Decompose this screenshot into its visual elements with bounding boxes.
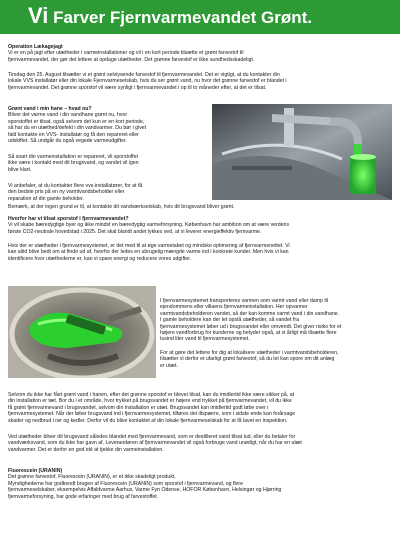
- text-line: identificere hvor utæthederne er, kan vi spare energi og reducere vores udgifter.: [8, 255, 192, 262]
- text-line: den bedste pris på en ny varmtvandsbeholder eller: [8, 189, 125, 196]
- green-pipe-leak-photo: [8, 286, 156, 378]
- text-line: er utæt.: [160, 362, 178, 369]
- text-line: Bliver det varme vand i din vandhane grønt nu, hvor: [8, 112, 128, 119]
- text-line: din installation er tæt. Bor du i et område, hvor trykket på brugsvandet er højere end trykket på fjernvarmevandet, vil du ikke: [8, 398, 292, 405]
- section-easier: [160, 350, 396, 369]
- section-operation: [8, 44, 398, 63]
- text-line: Vi anbefaler, at du kontakter flere vvs-installatører, for at få: [8, 183, 143, 189]
- section-leak: [8, 243, 398, 262]
- title-prefix: Vi: [28, 3, 49, 28]
- note-line: Bemærk, at der ingen grund er til, at kontakte dit vandværkselskab, hvis dit brugsvand bliver grønt.: [8, 204, 235, 210]
- text-line: ejendommens eller villaens fjernvarmeinstallation. Her opvarmer: [160, 304, 308, 311]
- section-transport: [160, 298, 396, 343]
- text-line: Vi er en på jagt efter utætheder i varmeinstallationer og vil i en kort periode tilsætte et grønt farvestof til: [8, 50, 244, 57]
- section-heading: Fluorescein (URANIN): [8, 468, 63, 474]
- section-heading: Operation Lækagejagt: [8, 44, 63, 50]
- section-heading: Hvorfor har vi tilsat sporstof i fjernvarmevandet?: [8, 216, 129, 222]
- text-line: ikke være i kontakt med dit brugsvand, og vandet vil igen: [8, 160, 139, 167]
- text-line: fjernvarmesystemet løber ud i brugsvandet eller omvendt. Det giver risiko for et: [160, 323, 342, 330]
- text-line: fjernvarmevandet, der gør det lettere at opdage utætheder. Det grønne farvestof er ikke sundhedsskadeligt.: [8, 56, 255, 63]
- section-green-water: [8, 106, 218, 144]
- text-line: fjernvarmeselskaber, eksempelvis Affaldvarme Aarhus, Varme Fyn Odense, HOFOR København, Helsingør og Hjørring: [8, 487, 282, 494]
- section-once: [8, 392, 398, 424]
- text-line: Myndighederne har godkendt brugen af Fluorescein (URANIN) som sporstof i fjernvarmevand, og flere: [8, 480, 243, 487]
- text-line: Vi vil skabe bæredygtige byer og ikke mindst en bæredygtig varmeforsyning. København har ambition om at være verdens: [8, 222, 290, 229]
- section-fluorescein: [8, 468, 398, 500]
- text-line: tusind liter vand til fjernvarmesystemet.: [160, 336, 250, 343]
- section-why: [8, 216, 398, 235]
- text-line: vandvarmer. Det er derfor en god idé at tjekke din varmeinstallation.: [8, 446, 164, 453]
- text-line: så har du en utæthed/defekt i din vandvarmer. Du bør i givet: [8, 125, 147, 132]
- text-line: fald kontakte en VVS- installatør og få den repareret eller: [8, 131, 139, 138]
- text-line: sporstoffet er tilsat, også selvom det kun er en kort periode,: [8, 118, 145, 125]
- text-line: Ved utætheder bliver dit brugsvand således blandet med fjernvarmevand, som er destilleret vand tilsat lud, eller du betaler for: [8, 434, 296, 440]
- text-line: vandværksvand, som du ikke har gavn af. Leverandøren af fjernvarmevandet vil også forbruge vand unødigt, når du har en utæt: [8, 440, 302, 447]
- text-line: første CO2-neutrale hovedstad i 2025. Det skal blandt andet lykkes ved, at vi leverer energieffektiv fjernvarme.: [8, 228, 262, 235]
- page-title: [28, 3, 312, 29]
- text-line: I gamle beholdere kan der let opstå utætheder, så vandet fra: [160, 317, 299, 324]
- text-line: højere vandforbrug for kunderne og betyder også, at vi årligt må tilsætte flere: [160, 330, 337, 337]
- section-date: [8, 72, 398, 91]
- text-line: fjernvarmevandet. Det grønne sporstof vil være synligt i fjernvarmevandet i op til to måneder efter, at det er tilsat.: [8, 84, 267, 91]
- text-line: udskiftet. Så undgår du også vegede varmeudgifter.: [8, 138, 127, 145]
- text-line: fjernvarmeforsyning, har gode erfaringer med brug af farvestoffet.: [8, 493, 159, 500]
- section-decreased: [8, 434, 398, 453]
- text-line: skader og nedbrud i rør og kedler. Derfor vil du blive kontaktet af din lokale fjernvarmeselskab for at få lavet en inspektion.: [8, 417, 288, 424]
- text-line: lokale VVS installatør eller din lokale Fjernvarmeselskab, hvis du ser grønt vand, nu hvor det grønne farvestof er blandet i: [8, 78, 287, 85]
- text-line: tilsætter vi derfor et ufarligt grønt farvestof, så du let kan spore om dit anlæg: [160, 356, 335, 363]
- text-line: reparation af din gamle beholder.: [8, 195, 84, 202]
- text-line: For at gøre det lettere for dig at lokalisere utætheder i varmtvandsbeholderen,: [160, 350, 339, 356]
- text-line: varmtvandsbeholderen vandet, så der kan komme varmt vand i din vandhane.: [160, 310, 340, 317]
- text-line: Hvis der er utætheder i fjernvarmesystemet, er det med til at øge varmetabet og mindske optimering af fjernvarmenettet. Vi: [8, 243, 290, 249]
- section-recommend: [8, 183, 218, 202]
- section-heading: Grønt vand i min hane – hvad nu?: [8, 106, 92, 112]
- text-line: Det grønne farvestof, Fluorescein (URANIN), er et ikke skadeligt produkt.: [8, 474, 176, 481]
- text-line: I fjernvarmesystemet transporteres varmen som varmt vand eller damp til: [160, 298, 329, 304]
- section-repair: [8, 154, 218, 173]
- text-line: fjernvarmesystemet. Når der løber brugsvand ind i fjernvarmesystemet, tilføres det iltspærre, som i sidste ende kan forårsage: [8, 411, 296, 418]
- text-line: Så snart din varmeinstallation er repareret, vil sporstoffet: [8, 154, 138, 160]
- text-line: få grønt fjernvarmevand i brugsvandet, selvom din installation er utæt. Brugsvandet kan imidlertid godt løbe over i: [8, 404, 269, 411]
- title-rest: Farver Fjernvarmevandet Grønt.: [48, 8, 312, 27]
- text-line: Tirsdag den 25. August tilsætter vi et grønt selvlysende farvestof til fjernvarmevandet. Det er vigtigt, at du kontakter din: [8, 72, 280, 78]
- text-line: blive klart.: [8, 166, 32, 173]
- text-line: kan altid blive bedt om at finde ud af, hvorfor der ledes en ubrugelig mængde varme ind i konkrete kunder. Men hvis vi kan: [8, 249, 289, 256]
- text-line: Selvom du ikke har fået grønt vand i hanen, efter det grønne sporstof er blevet tilsat, kan du imidlertid ikke være sikker på, at: [8, 392, 295, 398]
- green-water-tap-photo: [212, 104, 392, 200]
